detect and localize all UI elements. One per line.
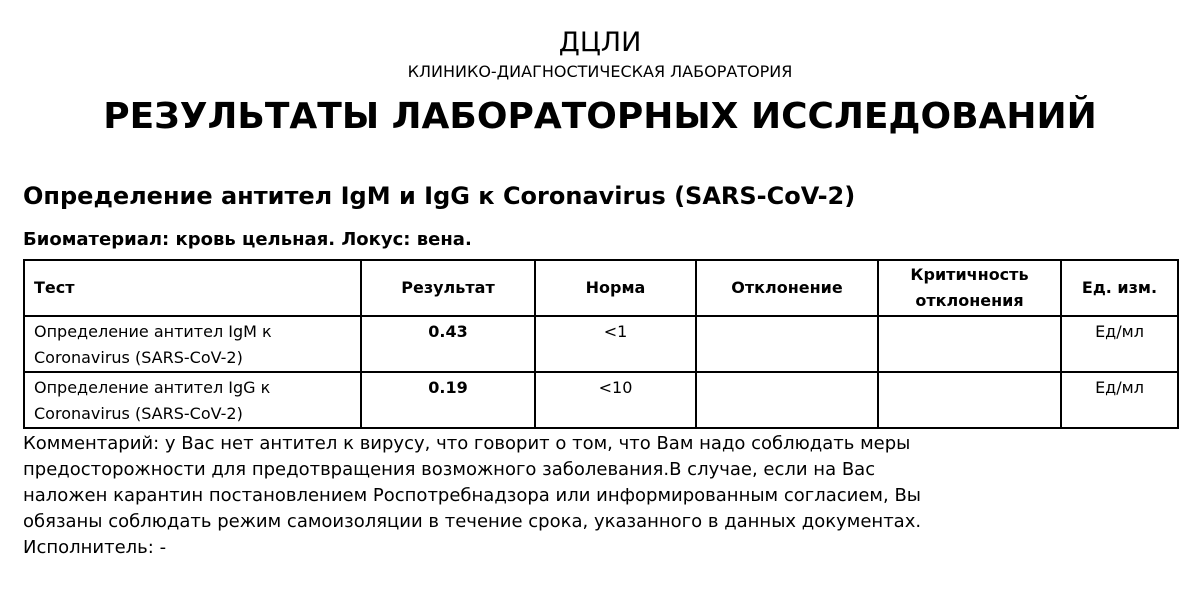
performer-line: Исполнитель: -	[23, 537, 167, 558]
cell-criticality-igm	[878, 316, 1061, 372]
comment-line: обязаны соблюдать режим самоизоляции в течение срока, указанного в данных документах.	[23, 511, 922, 532]
header-deviation: Отклонение	[696, 260, 878, 316]
header-unit: Ед. изм.	[1061, 260, 1178, 316]
cell-deviation-igg	[696, 372, 878, 428]
comment-block	[23, 431, 1177, 535]
cell-unit-igg: Ед/мл	[1061, 372, 1178, 428]
biomaterial-line: Биоматериал: кровь цельная. Локус: вена.	[23, 229, 472, 250]
cell-norm-igg: <10	[535, 372, 696, 428]
cell-test-line1: Определение антител IgG к	[34, 378, 271, 397]
table-row	[24, 316, 1178, 372]
cell-test-line1: Определение антител IgM к	[34, 322, 272, 341]
cell-norm-igm: <1	[535, 316, 696, 372]
cell-deviation-igm	[696, 316, 878, 372]
header-test: Тест	[24, 260, 361, 316]
lab-subtitle: КЛИНИКО-ДИАГНОСТИЧЕСКАЯ ЛАБОРАТОРИЯ	[407, 62, 793, 81]
cell-criticality-igg	[878, 372, 1061, 428]
cell-unit-igm: Ед/мл	[1061, 316, 1178, 372]
header-criticality-line1: Критичность	[910, 265, 1029, 284]
header-result: Результат	[361, 260, 535, 316]
cell-result-igm: 0.43	[361, 316, 535, 372]
cell-result-igg: 0.19	[361, 372, 535, 428]
header-criticality	[878, 260, 1061, 316]
comment-line: наложен карантин постановлением Роспотребнадзора или информированным согласием, Вы	[23, 485, 922, 506]
lab-name: ДЦЛИ	[558, 27, 642, 58]
test-heading: Определение антител IgM и IgG к Coronavirus (SARS-CoV-2)	[23, 182, 856, 210]
table-header-row	[24, 260, 1178, 316]
cell-test-igm	[24, 316, 361, 372]
cell-test-line2: Coronavirus (SARS-CoV-2)	[34, 404, 243, 423]
report-title: РЕЗУЛЬТАТЫ ЛАБОРАТОРНЫХ ИССЛЕДОВАНИЙ	[103, 96, 1097, 137]
header-criticality-line2: отклонения	[915, 291, 1024, 310]
table-row	[24, 372, 1178, 428]
cell-test-igg	[24, 372, 361, 428]
comment-line: предосторожности для предотвращения возможного заболевания.В случае, если на Вас	[23, 459, 876, 480]
cell-test-line2: Coronavirus (SARS-CoV-2)	[34, 348, 243, 367]
results-table	[23, 259, 1179, 429]
header-norm: Норма	[535, 260, 696, 316]
comment-line: Комментарий: у Вас нет антител к вирусу, что говорит о том, что Вам надо соблюдать меры	[23, 433, 911, 454]
